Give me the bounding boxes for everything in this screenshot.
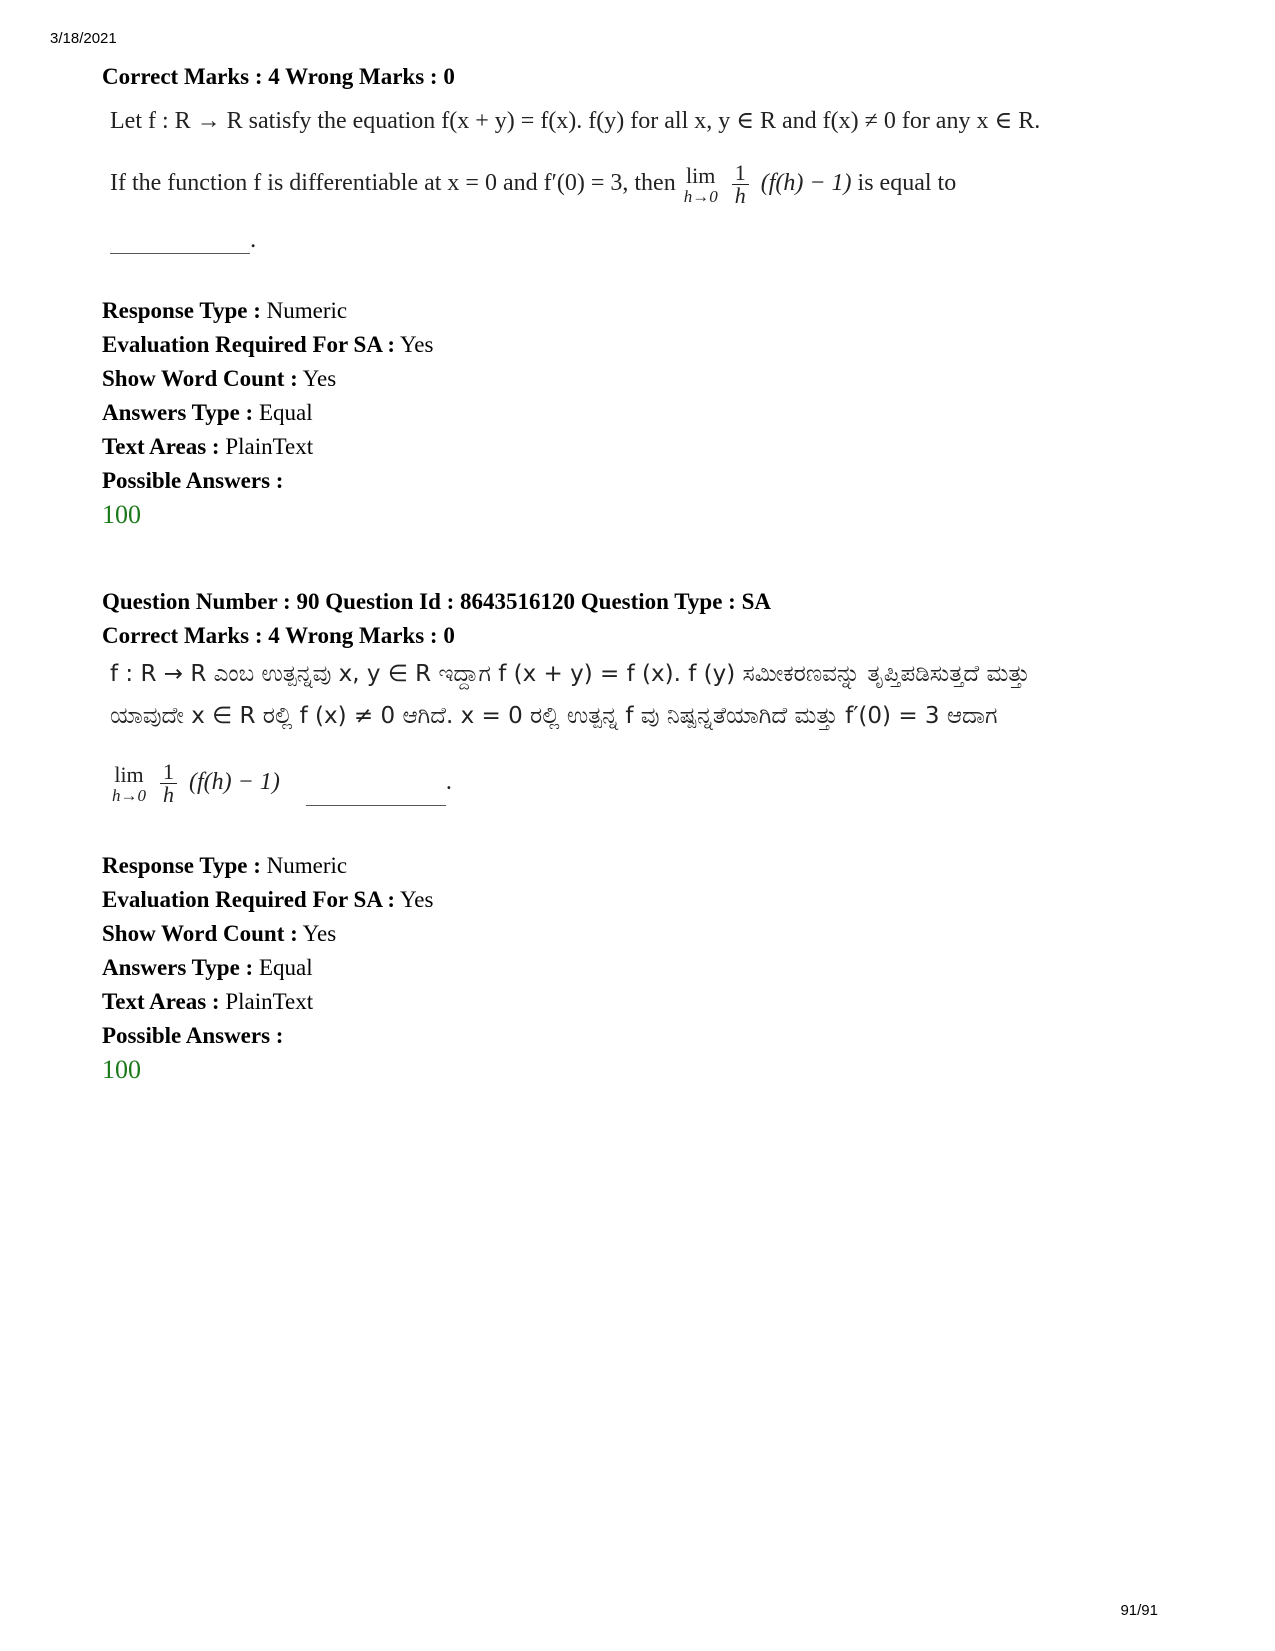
question-text-line-2 — [110, 162, 956, 207]
prop-value: PlainText — [219, 989, 314, 1014]
prop-answers-type — [102, 951, 1182, 985]
limit-symbol — [112, 763, 146, 805]
limit-symbol — [684, 164, 718, 206]
prop-response-type — [102, 849, 1182, 883]
prop-value: PlainText — [219, 434, 314, 459]
prop-value: Yes — [395, 332, 434, 357]
prop-value: Equal — [253, 955, 313, 980]
prop-evaluation-required — [102, 883, 1182, 917]
expression: (f(h) − 1) — [189, 769, 280, 796]
fraction-numerator: 1 — [160, 761, 177, 784]
prop-label: Response Type : — [102, 298, 261, 323]
answer-blank-line — [110, 226, 256, 254]
prop-label: Answers Type : — [102, 955, 254, 980]
prop-label: Show Word Count : — [102, 366, 298, 391]
prop-label: Evaluation Required For SA : — [102, 887, 396, 912]
blank-period: . — [445, 769, 452, 796]
prop-evaluation-required — [102, 328, 1182, 362]
question-text-line-1: Let f : R → R satisfy the equation f(x + y) = f(x). f(y) for all x, y ∈ R and f(x) ≠ 0 for any x ∈ R. — [110, 108, 1041, 134]
fraction-denominator: h — [734, 183, 746, 208]
prop-show-word-count — [102, 362, 1182, 396]
fraction-numerator: 1 — [732, 162, 749, 185]
prop-label: Text Areas : — [102, 989, 220, 1014]
lim-label: lim — [686, 162, 716, 188]
question-image — [102, 653, 1182, 849]
prop-value: Numeric — [260, 298, 348, 323]
prop-possible-answers — [102, 1019, 1182, 1053]
fraction — [732, 162, 749, 207]
prop-text-areas — [102, 430, 1182, 464]
answer-blank — [306, 785, 446, 806]
prop-response-type — [102, 294, 1182, 328]
prop-label: Show Word Count : — [102, 921, 298, 946]
prop-show-word-count — [102, 917, 1182, 951]
answer-blank — [110, 233, 250, 254]
prop-text-areas — [102, 985, 1182, 1019]
prop-label: Evaluation Required For SA : — [102, 332, 396, 357]
prop-value: Numeric — [260, 853, 348, 878]
question-text-line-2: ಯಾವುದೇ x ∈ R ರಲ್ಲಿ f (x) ≠ 0 ಆಗಿದೆ. x = 0 ರಲ್ಲಿ ಉತ್ಪನ್ನ f ವು ನಿಷ್ಪನ್ನತೆಯಾಗಿದೆ ಮತ್ತು f′(0) = 3 ಆದಾಗ — [110, 703, 998, 729]
prop-answers-type — [102, 396, 1182, 430]
prop-value: Equal — [253, 400, 313, 425]
prop-value: Yes — [297, 921, 337, 946]
page-number: 91/91 — [1120, 1602, 1158, 1619]
possible-answer-value: 100 — [102, 500, 141, 529]
blank-period: . — [250, 226, 257, 253]
lim-label: lim — [114, 761, 144, 787]
properties-list — [102, 849, 1182, 1087]
possible-answer-value: 100 — [102, 1055, 141, 1084]
prop-label: Text Areas : — [102, 434, 220, 459]
prop-label: Response Type : — [102, 853, 261, 878]
prop-possible-answers — [102, 464, 1182, 498]
properties-list — [102, 294, 1182, 532]
lim-subscript: h→0 — [683, 186, 718, 206]
marks-line: Correct Marks : 4 Wrong Marks : 0 — [102, 623, 455, 648]
fraction-denominator: h — [163, 782, 174, 807]
question-90 — [102, 585, 1182, 1087]
prop-value: Yes — [297, 366, 337, 391]
print-date: 3/18/2021 — [50, 30, 117, 47]
question-image — [102, 94, 1182, 294]
question-89 — [102, 60, 1182, 532]
lim-subscript: h→0 — [112, 785, 146, 805]
prop-label: Possible Answers : — [102, 468, 284, 493]
question-text-line-1: f : R → R ಎಂಬ ಉತ್ಪನ್ನವು x, y ∈ R ಇದ್ದಾಗ f (x + y) = f (x). f (y) ಸಮೀಕರಣವನ್ನು ತೃಪ್ತಿಪಡಿಸುತ್ತದೆ ಮತ್ತು — [110, 661, 1030, 687]
prop-label: Answers Type : — [102, 400, 254, 425]
question-text-part: is equal to — [857, 170, 957, 197]
prop-value: Yes — [395, 887, 434, 912]
marks-line: Correct Marks : 4 Wrong Marks : 0 — [102, 64, 455, 89]
question-header-line: Question Number : 90 Question Id : 8643516120 Question Type : SA — [102, 589, 771, 614]
prop-label: Possible Answers : — [102, 1023, 284, 1048]
question-text-line-3 — [110, 761, 452, 806]
question-text-part: If the function f is differentiable at x = 0 and f′(0) = 3, then — [110, 170, 676, 197]
fraction — [160, 761, 177, 806]
expression: (f(h) − 1) — [760, 170, 852, 197]
